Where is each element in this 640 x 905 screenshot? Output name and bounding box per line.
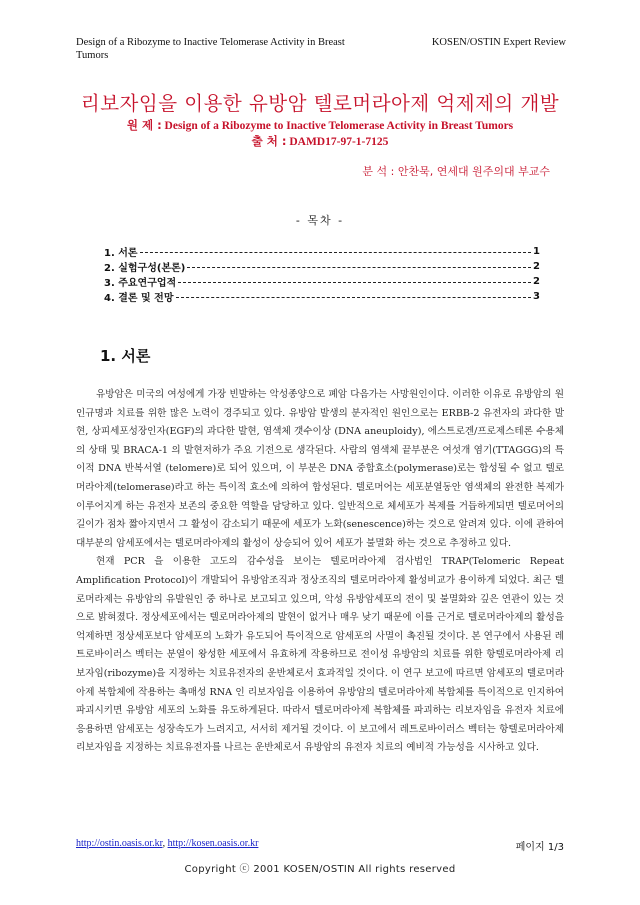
toc-item-page: 1 [533,246,540,257]
toc-leader [140,252,531,253]
kosen-link[interactable]: http://kosen.oasis.or.kr [167,838,259,849]
toc-item-page: 2 [533,276,540,287]
toc-item-page: 3 [533,291,540,302]
source-line [0,133,640,149]
toc-leader [178,282,531,283]
toc-leader [176,297,532,298]
section-body [76,386,564,758]
paragraph: 현재 PCR 을 이용한 고도의 감수성을 보이는 텔로머라아제 검사법인 TRAP(Telomeric Repeat Amplification Protocol)이 개발되어 유방암조직과 정상조직의 텔로머라아제 활성비교가 용이하게 되었다. 최근 텔로머라제는 유방암의 유발원인 중 하나로 보고되고 있으며, 악성 유방암세포의 전이 및 불멸화와 깊은 연관이 있는 것으로 밝혀졌다. 정상세포에서는 텔로머라아제의 발현이 없거나 매우 낮기 때문에 이를 근거로 텔로머라아제의 활성을 억제하면 정상세포보다 암세포의 노화가 유도되어 특이적으로 암세포의 사멸이 촉진될 것이다. 본 연구에서 사용된 레트로바이러스 벡터는 분열이 왕성한 세포에서 유효하게 작용하므로 전이성 유방암의 치료를 위한 항텔로머라아제 리보자임(ribozyme)을 지정하는 치료유전자의 운반체로서 효과적일 것이다. 이 연구 보고에 따르면 암세포의 텔로머라아제 복합체에 작용하는 촉매성 RNA 인 리보자임을 이용하여 유방암의 텔로머라아제 복합체를 특이적으로 인지하여 파괴시키면 유방암 세포의 노화를 유도하게된다. 따라서 텔로머라아제 복합체를 파괴하는 리보자임을 유전자 치료에 응용하면 암세포는 성장속도가 느려지고, 서서히 제거될 것이다. 이 보고에서 레트로바이러스 벡터는 항텔로머라아제 리보자임을 지정하는 치료유전자를 나르는 운반체로서 유방암의 유전자 치료의 예비적 가능성을 시사하고 있다. [76,556,564,754]
original-title-line [0,117,640,133]
toc-item-label: 2. 실험구성(본론) [104,263,186,274]
header-publication: KOSEN/OSTIN Expert Review [431,37,566,48]
toc-item[interactable] [104,259,540,274]
table-of-contents [104,244,540,304]
toc-item-label: 3. 주요연구업적 [104,278,177,289]
source-label: 출 처 : [251,134,287,148]
original-title: Design of a Ribozyme to Inactive Telomerase Activity in Breast Tumors [164,120,514,132]
toc-item-page: 2 [533,261,540,272]
toc-item-label: 1. 서론 [104,248,138,259]
source-id: DAMD17-97-1-7125 [289,136,389,148]
section-heading: 1. 서론 [100,347,151,365]
toc-title: - 목차 - [295,214,345,227]
paragraph: 유방암은 미국의 여성에게 가장 빈발하는 악성종양으로 폐암 다음가는 사망원인이다. 이러한 이유로 유방암의 원인규명과 치료를 위한 많은 노력이 경주되고 있다. 유방암 발생의 분자적인 원인으로는 ERBB-2 유전자의 과다한 발현, 상피세포성장인자(EGF)의 과다한 발현, 염색체 갯수이상 (DNA aneuploidy), 에스트로겐/프로제스테론 수용체의 상태 및 BRACA-1 의 발현저하가 주요 기전으로 생각된다. 사람의 염색체 끝부분은 여섯개 염기(TTAGGG)의 특이적 DNA 반복서열 (telomere)로 되어 있으며, 이 부분은 DNA 중합효소(polymerase)로는 합성될 수 없고 텔로머라아제(telomerase)라고 하는 특이적 효소에 의하여 합성된다. 텔로머어는 세포분열동안 염색체의 완전한 복제가 이루어지게 하는 유전자 보존의 중요한 역할을 담당하고 있다. 일반적으로 체세포가 복제를 거듭하게되면 텔로머어의 길이가 점차 짧아지면서 그 활성이 감소되기 때문에 세포가 노화(senescence)하는 것으로 알려져 있다. 이에 관하여 대부분의 암세포에서는 텔로머라아제의 활성이 상승되어 있어 세포가 불멸화 하는 것으로 추정하고 있다. [76,389,564,549]
toc-item-label: 4. 결론 및 전망 [104,293,174,304]
toc-item[interactable] [104,274,540,289]
header-document-title: Design of a Ribozyme to Inactive Telomerase Activity in Breast Tumors [76,37,345,61]
footer-links: http://ostin.oasis.or.kr, http://kosen.oasis.or.kr [76,838,259,849]
original-title-label: 원 제 : [126,118,162,132]
toc-item[interactable] [104,289,540,304]
page-number: 페이지 1/3 [515,842,564,853]
page-header [76,36,566,68]
author-line: 분 석 : 안찬묵, 연세대 원주의대 부교수 [362,165,550,178]
toc-leader [187,267,531,268]
page-title: 리보자임을 이용한 유방암 텔로머라아제 억제제의 개발 [80,92,560,115]
ostin-link[interactable]: http://ostin.oasis.or.kr [76,838,163,849]
copyright: Copyright ⓒ 2001 KOSEN/OSTIN All rights reserved [184,864,456,875]
toc-item[interactable] [104,244,540,259]
